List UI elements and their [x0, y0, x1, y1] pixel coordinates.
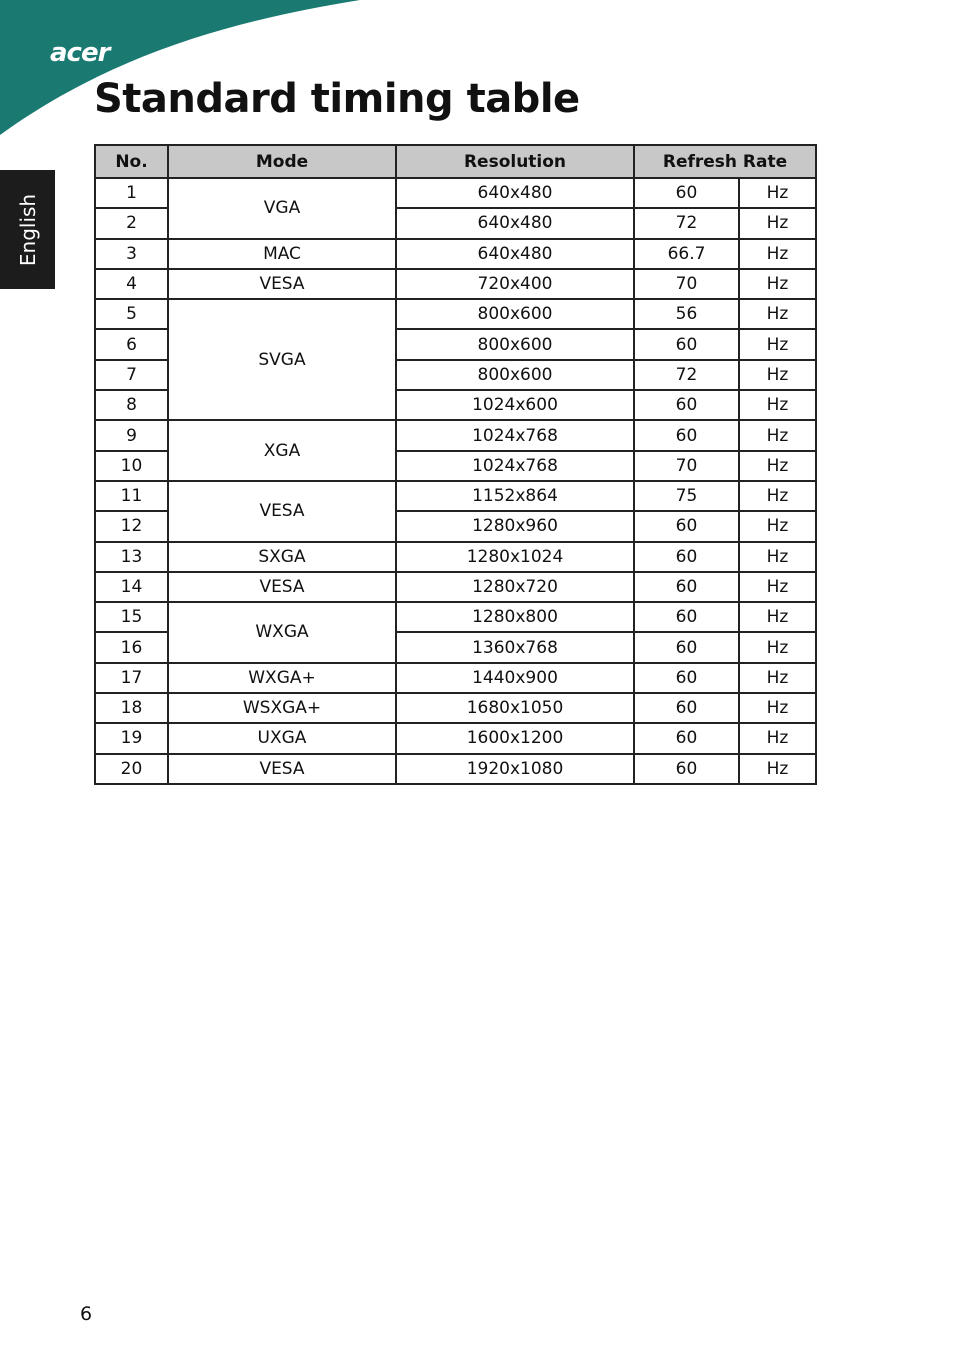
- resolution-cell: 1600x1200: [396, 723, 634, 753]
- table-row: [95, 693, 816, 723]
- language-label: English: [15, 193, 40, 266]
- refresh-rate-unit: Hz: [739, 451, 816, 481]
- refresh-rate-unit: Hz: [739, 269, 816, 299]
- row-number: 15: [95, 602, 168, 632]
- resolution-cell: 720x400: [396, 269, 634, 299]
- mode-cell: WXGA: [168, 602, 396, 663]
- row-number: 7: [95, 360, 168, 390]
- timing-table-body: [95, 178, 816, 784]
- table-row: [95, 723, 816, 753]
- table-row: [95, 663, 816, 693]
- table-row: [95, 299, 816, 329]
- resolution-cell: 1440x900: [396, 663, 634, 693]
- refresh-rate-value: 60: [634, 329, 739, 359]
- refresh-rate-value: 60: [634, 723, 739, 753]
- table-row: [95, 542, 816, 572]
- table-row: [95, 754, 816, 784]
- refresh-rate-unit: Hz: [739, 299, 816, 329]
- row-number: 1: [95, 178, 168, 208]
- resolution-cell: 640x480: [396, 208, 634, 238]
- resolution-cell: 640x480: [396, 178, 634, 208]
- header-refresh-rate: Refresh Rate: [634, 145, 816, 178]
- row-number: 4: [95, 269, 168, 299]
- mode-cell: VESA: [168, 754, 396, 784]
- timing-table: [94, 144, 817, 785]
- refresh-rate-value: 70: [634, 451, 739, 481]
- row-number: 2: [95, 208, 168, 238]
- row-number: 18: [95, 693, 168, 723]
- table-row: [95, 602, 816, 632]
- resolution-cell: 1024x600: [396, 390, 634, 420]
- row-number: 5: [95, 299, 168, 329]
- refresh-rate-value: 60: [634, 420, 739, 450]
- refresh-rate-unit: Hz: [739, 511, 816, 541]
- row-number: 10: [95, 451, 168, 481]
- table-row: [95, 269, 816, 299]
- refresh-rate-value: 60: [634, 754, 739, 784]
- refresh-rate-value: 60: [634, 542, 739, 572]
- page-number: 6: [80, 1303, 93, 1325]
- refresh-rate-value: 56: [634, 299, 739, 329]
- row-number: 8: [95, 390, 168, 420]
- resolution-cell: 800x600: [396, 329, 634, 359]
- table-row: [95, 178, 816, 208]
- resolution-cell: 1024x768: [396, 420, 634, 450]
- mode-cell: XGA: [168, 420, 396, 481]
- refresh-rate-unit: Hz: [739, 693, 816, 723]
- refresh-rate-unit: Hz: [739, 208, 816, 238]
- row-number: 17: [95, 663, 168, 693]
- mode-cell: WXGA+: [168, 663, 396, 693]
- row-number: 20: [95, 754, 168, 784]
- header-no: No.: [95, 145, 168, 178]
- refresh-rate-value: 70: [634, 269, 739, 299]
- refresh-rate-unit: Hz: [739, 390, 816, 420]
- refresh-rate-value: 72: [634, 208, 739, 238]
- row-number: 11: [95, 481, 168, 511]
- mode-cell: VGA: [168, 178, 396, 239]
- refresh-rate-unit: Hz: [739, 329, 816, 359]
- refresh-rate-value: 72: [634, 360, 739, 390]
- row-number: 9: [95, 420, 168, 450]
- refresh-rate-value: 60: [634, 511, 739, 541]
- table-row: [95, 481, 816, 511]
- mode-cell: WSXGA+: [168, 693, 396, 723]
- refresh-rate-value: 60: [634, 663, 739, 693]
- resolution-cell: 1680x1050: [396, 693, 634, 723]
- mode-cell: UXGA: [168, 723, 396, 753]
- resolution-cell: 1280x1024: [396, 542, 634, 572]
- resolution-cell: 1920x1080: [396, 754, 634, 784]
- table-row: [95, 239, 816, 269]
- mode-cell: SVGA: [168, 299, 396, 420]
- refresh-rate-value: 60: [634, 572, 739, 602]
- row-number: 13: [95, 542, 168, 572]
- mode-cell: MAC: [168, 239, 396, 269]
- header-resolution: Resolution: [396, 145, 634, 178]
- resolution-cell: 1360x768: [396, 632, 634, 662]
- refresh-rate-value: 75: [634, 481, 739, 511]
- row-number: 16: [95, 632, 168, 662]
- mode-cell: SXGA: [168, 542, 396, 572]
- resolution-cell: 1024x768: [396, 451, 634, 481]
- resolution-cell: 1280x800: [396, 602, 634, 632]
- page-title: Standard timing table: [94, 76, 580, 122]
- refresh-rate-unit: Hz: [739, 481, 816, 511]
- table-row: [95, 420, 816, 450]
- resolution-cell: 1280x960: [396, 511, 634, 541]
- refresh-rate-unit: Hz: [739, 754, 816, 784]
- refresh-rate-unit: Hz: [739, 360, 816, 390]
- language-tab: [0, 170, 55, 289]
- refresh-rate-value: 60: [634, 602, 739, 632]
- refresh-rate-unit: Hz: [739, 420, 816, 450]
- refresh-rate-unit: Hz: [739, 602, 816, 632]
- refresh-rate-unit: Hz: [739, 542, 816, 572]
- row-number: 12: [95, 511, 168, 541]
- table-row: [95, 572, 816, 602]
- refresh-rate-unit: Hz: [739, 239, 816, 269]
- resolution-cell: 800x600: [396, 360, 634, 390]
- header-mode: Mode: [168, 145, 396, 178]
- row-number: 3: [95, 239, 168, 269]
- row-number: 19: [95, 723, 168, 753]
- refresh-rate-value: 60: [634, 178, 739, 208]
- row-number: 6: [95, 329, 168, 359]
- refresh-rate-value: 60: [634, 390, 739, 420]
- mode-cell: VESA: [168, 269, 396, 299]
- resolution-cell: 640x480: [396, 239, 634, 269]
- table-header-row: [95, 145, 816, 178]
- resolution-cell: 800x600: [396, 299, 634, 329]
- acer-logo: acer: [50, 38, 110, 68]
- resolution-cell: 1152x864: [396, 481, 634, 511]
- refresh-rate-value: 60: [634, 632, 739, 662]
- refresh-rate-unit: Hz: [739, 178, 816, 208]
- resolution-cell: 1280x720: [396, 572, 634, 602]
- refresh-rate-unit: Hz: [739, 632, 816, 662]
- refresh-rate-unit: Hz: [739, 572, 816, 602]
- refresh-rate-value: 66.7: [634, 239, 739, 269]
- refresh-rate-unit: Hz: [739, 663, 816, 693]
- refresh-rate-unit: Hz: [739, 723, 816, 753]
- refresh-rate-value: 60: [634, 693, 739, 723]
- mode-cell: VESA: [168, 572, 396, 602]
- mode-cell: VESA: [168, 481, 396, 542]
- row-number: 14: [95, 572, 168, 602]
